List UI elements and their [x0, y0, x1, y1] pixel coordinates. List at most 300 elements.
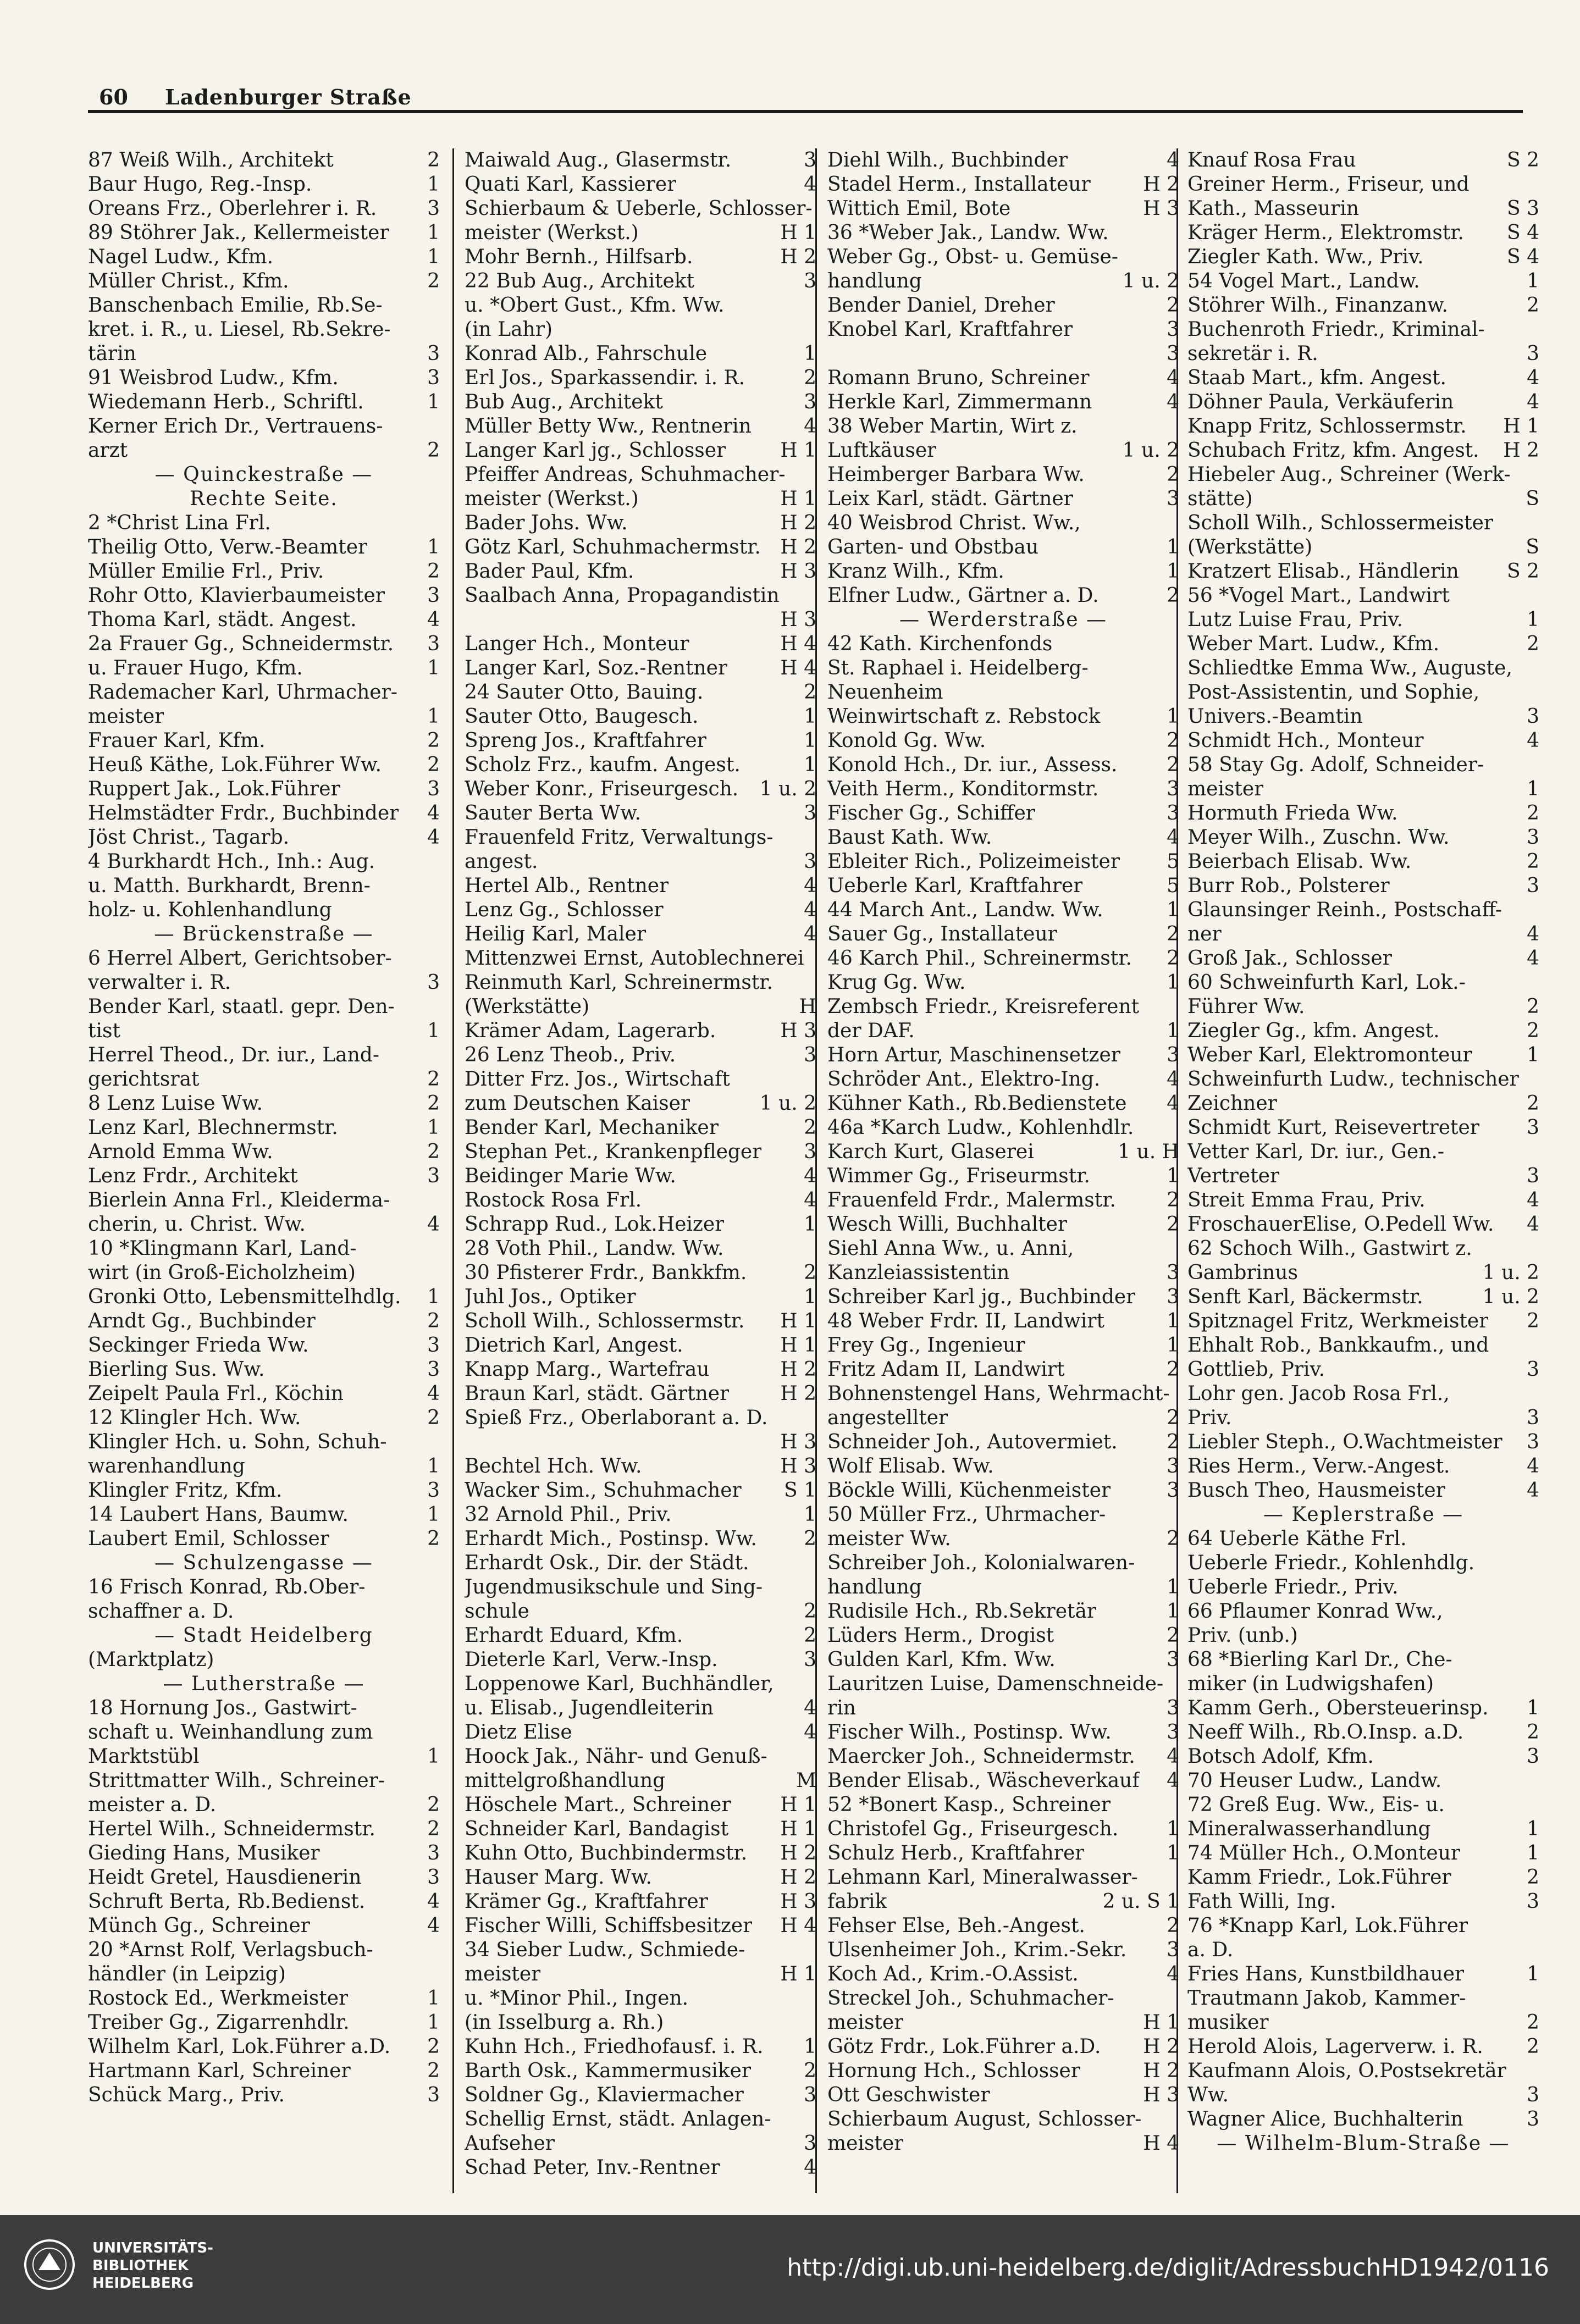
entry-text: Hoock Jak., Nähr- und Genuß-: [465, 1745, 767, 1768]
entry-text: Gulden Karl, Kfm. Ww.: [827, 1648, 1056, 1671]
floor-number: 4: [1167, 1769, 1179, 1792]
entry-text: Gottlieb, Priv.: [1187, 1358, 1325, 1381]
entry-text: Götz Frdr., Lok.Führer a.D.: [827, 2035, 1101, 2058]
entry-text: Münch Gg., Schreiner: [88, 1914, 310, 1937]
directory-line: [88, 269, 440, 294]
entry-text: Schreiber Joh., Kolonialwaren-: [827, 1552, 1135, 1574]
directory-line: [1187, 1382, 1539, 1406]
directory-line: [827, 1454, 1179, 1479]
entry-text: Elfner Ludw., Gärtner a. D.: [827, 584, 1099, 607]
directory-line: [465, 1696, 816, 1720]
floor-number: 2: [1527, 995, 1539, 1018]
directory-line: [827, 1382, 1179, 1406]
entry-text: Frauer Karl, Kfm.: [88, 729, 266, 752]
directory-line: [1187, 173, 1539, 197]
directory-line: [465, 1261, 816, 1285]
directory-line: [88, 221, 440, 245]
floor-number: S: [1526, 536, 1539, 558]
library-line: UNIVERSITÄTS-: [92, 2240, 213, 2256]
entry-text: 50 Müller Frz., Uhrmacher-: [827, 1503, 1106, 1526]
directory-line: [827, 1648, 1179, 1672]
directory-line: [1187, 584, 1539, 608]
entry-text: tist: [88, 1020, 120, 1042]
directory-line: [827, 1769, 1179, 1793]
directory-line: [827, 1551, 1179, 1575]
directory-line: [465, 1430, 816, 1454]
directory-line: [465, 511, 816, 535]
directory-line: [1187, 511, 1539, 535]
directory-line: [1187, 439, 1539, 463]
directory-line: [827, 777, 1179, 801]
directory-line: [465, 318, 816, 342]
entry-text: 32 Arnold Phil., Priv.: [465, 1503, 672, 1526]
directory-line: [88, 245, 440, 269]
floor-number: 1 u. 2: [759, 1092, 816, 1115]
entry-text: Hertel Alb., Rentner: [465, 875, 669, 897]
entry-text: Führer Ww.: [1187, 995, 1305, 1018]
directory-line: [1187, 318, 1539, 342]
entry-text: 30 Pfisterer Frdr., Bankkfm.: [465, 1261, 747, 1284]
entry-text: Höschele Mart., Schreiner: [465, 1794, 731, 1816]
entry-text: Jugendmusikschule und Sing-: [465, 1576, 763, 1598]
entry-text: Stephan Pet., Krankenpfleger: [465, 1141, 762, 1163]
page-number: 60: [99, 85, 128, 109]
floor-number: 1: [1527, 1818, 1539, 1840]
entry-text: Schröder Ant., Elektro-Ing.: [827, 1068, 1101, 1091]
entry-text: 16 Frisch Konrad, Rb.Ober-: [88, 1576, 366, 1598]
entry-text: Theilig Otto, Verw.-Beamter: [88, 536, 368, 558]
entry-text: Streckel Joh., Schuhmacher-: [827, 1987, 1114, 2010]
entry-text: Pfeiffer Andreas, Schuhmacher-: [465, 463, 786, 486]
directory-line: [465, 1309, 816, 1333]
directory-line: [465, 148, 816, 173]
entry-text: Knapp Marg., Wartefrau: [465, 1358, 710, 1381]
entry-text: Stöhrer Wilh., Finanzanw.: [1187, 294, 1448, 317]
entry-text: Beidinger Marie Ww.: [465, 1165, 676, 1187]
directory-line: [465, 535, 816, 560]
directory-line: [1187, 1624, 1539, 1648]
floor-number: M: [796, 1769, 816, 1792]
directory-line: [88, 801, 440, 826]
floor-number: 1: [427, 2011, 440, 2034]
floor-number: 2: [804, 2060, 816, 2082]
directory-line: [1187, 656, 1539, 680]
directory-line: [465, 656, 816, 680]
floor-number: H 4: [780, 1914, 816, 1937]
floor-number: 4: [1527, 391, 1539, 413]
directory-line: [1187, 922, 1539, 947]
floor-number: 1: [804, 2035, 816, 2058]
entry-text: Ueberle Friedr., Priv.: [1187, 1576, 1399, 1598]
directory-line: [465, 1237, 816, 1261]
directory-line: [88, 1793, 440, 1817]
entry-text: Luftkäuser: [827, 439, 937, 462]
directory-line: [465, 1624, 816, 1648]
entry-text: 66 Pflaumer Konrad Ww.,: [1187, 1600, 1443, 1623]
entry-text: 46 Karch Phil., Schreinermstr.: [827, 947, 1132, 970]
entry-text: 44 March Ant., Landw. Ww.: [827, 899, 1103, 921]
directory-line: [465, 995, 816, 1019]
floor-number: H 1: [780, 1310, 816, 1332]
directory-line: [88, 535, 440, 560]
entry-text: miker (in Ludwigshafen): [1187, 1673, 1434, 1695]
entry-text: Siehl Anna Ww., u. Anni,: [827, 1237, 1074, 1260]
floor-number: 4: [804, 415, 816, 438]
floor-number: S: [1526, 488, 1539, 510]
entry-text: Rohr Otto, Klavierbaumeister: [88, 584, 385, 607]
floor-number: 1: [427, 1745, 440, 1768]
entry-text: Ehhalt Rob., Bankkaufm., und: [1187, 1334, 1489, 1357]
floor-number: 2: [427, 1818, 440, 1840]
directory-line: [1187, 1309, 1539, 1333]
entry-text: Gieding Hans, Musiker: [88, 1842, 320, 1864]
floor-number: 3: [1527, 1407, 1539, 1429]
entry-text: Kamm Friedr., Lok.Führer: [1187, 1866, 1451, 1889]
entry-text: 56 *Vogel Mart., Landwirt: [1187, 584, 1450, 607]
entry-text: Kanzleiassistentin: [827, 1261, 1010, 1284]
floor-number: 2: [1527, 1866, 1539, 1889]
directory-line: [827, 1527, 1179, 1551]
directory-line: [88, 2011, 440, 2035]
entry-text: u. *Minor Phil., Ingen.: [465, 1987, 689, 2010]
directory-line: [1187, 1769, 1539, 1793]
floor-number: 4: [804, 1721, 816, 1744]
floor-number: 4: [1167, 1745, 1179, 1768]
floor-number: 2: [804, 1261, 816, 1284]
entry-text: Veith Herm., Konditormstr.: [827, 778, 1099, 800]
directory-line: [827, 1237, 1179, 1261]
floor-number: 5: [1167, 850, 1179, 873]
entry-text: 22 Bub Aug., Architekt: [465, 270, 695, 292]
entry-text: — Lutherstraße —: [163, 1673, 365, 1695]
directory-line: [465, 2156, 816, 2180]
floor-number: 3: [1527, 705, 1539, 728]
entry-text: Schliedtke Emma Ww., Auguste,: [1187, 657, 1512, 679]
directory-line: [88, 1551, 440, 1575]
directory-line: [1187, 898, 1539, 922]
directory-line: [465, 2107, 816, 2132]
floor-number: 1: [804, 705, 816, 728]
entry-text: Arnold Emma Ww.: [88, 1141, 273, 1163]
entry-text: Langer Karl jg., Schlosser: [465, 439, 726, 462]
directory-line: [465, 947, 816, 971]
floor-number: H 1: [780, 1818, 816, 1840]
entry-text: Christofel Gg., Friseurgesch.: [827, 1818, 1119, 1840]
directory-line: [827, 705, 1179, 729]
directory-line: [465, 1962, 816, 1987]
directory-line: [1187, 342, 1539, 366]
floor-number: 2: [1527, 1092, 1539, 1115]
entry-text: zum Deutschen Kaiser: [465, 1092, 690, 1115]
directory-line: [465, 173, 816, 197]
directory-line: [88, 1914, 440, 1938]
floor-number: 3: [427, 2084, 440, 2106]
floor-number: 2: [427, 1310, 440, 1332]
entry-text: Schellig Ernst, städt. Anlagen-: [465, 2108, 771, 2131]
floor-number: 2: [1527, 1020, 1539, 1042]
directory-line: [1187, 1648, 1539, 1672]
entry-text: handlung: [827, 1576, 922, 1598]
entry-text: Zembsch Friedr., Kreisreferent: [827, 995, 1140, 1018]
directory-line: [827, 1067, 1179, 1092]
directory-line: [1187, 197, 1539, 221]
entry-text: Kath., Masseurin: [1187, 197, 1360, 220]
directory-line: [465, 1043, 816, 1067]
entry-text: meister (Werkst.): [465, 488, 639, 510]
floor-number: 3: [427, 584, 440, 607]
directory-line: [1187, 1914, 1539, 1938]
directory-line: [827, 439, 1179, 463]
floor-number: 2: [804, 681, 816, 704]
floor-number: 1: [1167, 1576, 1179, 1598]
directory-line: [465, 1745, 816, 1769]
entry-text: Weinwirtschaft z. Rebstock: [827, 705, 1101, 728]
directory-line: [1187, 2132, 1539, 2156]
directory-line: [1187, 632, 1539, 656]
directory-line: [88, 680, 440, 705]
directory-line: [1187, 245, 1539, 269]
floor-number: H 1: [780, 1794, 816, 1816]
floor-number: 1 u. 2: [1482, 1286, 1539, 1308]
floor-number: H 1: [1143, 2011, 1179, 2034]
entry-text: Fehser Else, Beh.-Angest.: [827, 1914, 1085, 1937]
floor-number: H 1: [780, 1334, 816, 1357]
directory-line: [1187, 1454, 1539, 1479]
entry-text: Ziegler Gg., kfm. Angest.: [1187, 1020, 1440, 1042]
directory-line: [827, 1213, 1179, 1237]
directory-line: [465, 390, 816, 414]
entry-text: Bender Elisab., Wäscheverkauf: [827, 1769, 1140, 1792]
entry-text: angest.: [465, 850, 538, 873]
entry-text: Knobel Karl, Kraftfahrer: [827, 318, 1073, 341]
entry-text: verwalter i. R.: [88, 971, 231, 994]
floor-number: 3: [1167, 1261, 1179, 1284]
floor-number: 3: [1527, 1431, 1539, 1453]
floor-number: 1: [427, 536, 440, 558]
directory-line: [1187, 221, 1539, 245]
floor-number: H 3: [780, 1020, 816, 1042]
entry-text: Schruft Berta, Rb.Bedienst.: [88, 1890, 366, 1913]
entry-text: Dieterle Karl, Verw.-Insp.: [465, 1648, 718, 1671]
floor-number: 3: [1167, 1286, 1179, 1308]
entry-text: 72 Greß Eug. Ww., Eis- u.: [1187, 1794, 1445, 1816]
directory-line: [465, 1987, 816, 2011]
directory-line: [88, 584, 440, 608]
floor-number: 2: [1167, 1431, 1179, 1453]
directory-line: [465, 463, 816, 487]
directory-line: [1187, 1600, 1539, 1624]
entry-text: Erl Jos., Sparkassendir. i. R.: [465, 367, 745, 389]
entry-text: Zeipelt Paula Frl., Köchin: [88, 1382, 344, 1405]
entry-text: Wagner Alice, Buchhalterin: [1187, 2108, 1463, 2131]
entry-text: gerichtsrat: [88, 1068, 200, 1091]
entry-text: Neuenheim: [827, 681, 943, 704]
entry-text: Helmstädter Frdr., Buchbinder: [88, 802, 399, 825]
floor-number: 3: [1527, 2084, 1539, 2106]
floor-number: H 1: [780, 222, 816, 244]
entry-text: Wilhelm Karl, Lok.Führer a.D.: [88, 2035, 391, 2058]
directory-line: [88, 1067, 440, 1092]
entry-text: Baust Kath. Ww.: [827, 826, 992, 849]
entry-text: Ziegler Kath. Ww., Priv.: [1187, 246, 1424, 268]
floor-number: 2: [804, 1528, 816, 1550]
entry-text: ner: [1187, 923, 1222, 945]
entry-text: u. *Obert Gust., Kfm. Ww.: [465, 294, 725, 317]
directory-line: [827, 1817, 1179, 1841]
floor-number: 3: [804, 149, 816, 171]
source-url-link[interactable]: http://digi.ub.uni-heidelberg.de/diglit/AdressbuchHD1942/0116: [787, 2254, 1549, 2282]
entry-text: Stadel Herm., Installateur: [827, 173, 1091, 196]
directory-line: [1187, 1043, 1539, 1067]
entry-text: Laubert Emil, Schlosser: [88, 1528, 330, 1550]
directory-line: [827, 1503, 1179, 1527]
floor-number: 4: [1527, 1455, 1539, 1478]
directory-line: [827, 1745, 1179, 1769]
floor-number: 3: [1167, 1721, 1179, 1744]
directory-line: [465, 1213, 816, 1237]
floor-number: 3: [427, 1334, 440, 1357]
entry-text: 68 *Bierling Karl Dr., Che-: [1187, 1648, 1452, 1671]
directory-line: [465, 1285, 816, 1309]
entry-text: Klingler Hch. u. Sohn, Schuh-: [88, 1431, 387, 1453]
floor-number: S 4: [1506, 246, 1539, 268]
directory-line: [827, 995, 1179, 1019]
entry-text: meister a. D.: [88, 1794, 217, 1816]
directory-line: [88, 463, 440, 487]
column-2: [465, 148, 816, 2193]
entry-text: Müller Christ., Kfm.: [88, 270, 289, 292]
directory-line: [88, 1140, 440, 1164]
entry-text: 91 Weisbrod Ludw., Kfm.: [88, 367, 339, 389]
directory-line: [827, 2011, 1179, 2035]
floor-number: 1: [1167, 536, 1179, 558]
directory-line: [1187, 1745, 1539, 1769]
directory-line: [827, 245, 1179, 269]
entry-text: Frauenfeld Frdr., Malermstr.: [827, 1189, 1116, 1211]
directory-line: [88, 922, 440, 947]
entry-text: Bierling Sus. Ww.: [88, 1358, 265, 1381]
entry-text: Krämer Gg., Kraftfahrer: [465, 1890, 708, 1913]
directory-line: [827, 221, 1179, 245]
entry-text: Jöst Christ., Tagarb.: [88, 826, 290, 849]
entry-text: Döhner Paula, Verkäuferin: [1187, 391, 1454, 413]
directory-line: [465, 874, 816, 898]
floor-number: 2: [1167, 294, 1179, 317]
directory-line: [88, 1479, 440, 1503]
entry-text: Langer Hch., Monteur: [465, 633, 689, 655]
floor-number: 2: [427, 1794, 440, 1816]
directory-line: [88, 850, 440, 874]
floor-number: 2: [1527, 1721, 1539, 1744]
entry-text: 89 Stöhrer Jak., Kellermeister: [88, 222, 389, 244]
directory-line: [465, 487, 816, 511]
entry-text: Zeichner: [1187, 1092, 1277, 1115]
entry-text: tärin: [88, 342, 136, 365]
floor-number: 3: [427, 1479, 440, 1502]
entry-text: Buchenroth Friedr., Kriminal-: [1187, 318, 1485, 341]
entry-text: arzt: [88, 439, 128, 462]
entry-text: Braun Karl, städt. Gärtner: [465, 1382, 730, 1405]
directory-line: [465, 269, 816, 294]
entry-text: Schweinfurth Ludw., technischer: [1187, 1068, 1519, 1091]
directory-line: [465, 898, 816, 922]
entry-text: Dietrich Karl, Angest.: [465, 1334, 683, 1357]
floor-number: 1: [1527, 778, 1539, 800]
directory-line: [827, 801, 1179, 826]
entry-text: Bierlein Anna Frl., Kleiderma-: [88, 1189, 390, 1211]
directory-line: [88, 560, 440, 584]
entry-text: Burr Rob., Polsterer: [1187, 875, 1390, 897]
entry-text: Langer Karl, Soz.-Rentner: [465, 657, 728, 679]
floor-number: S 1: [783, 1479, 816, 1502]
floor-number: H 1: [1503, 415, 1539, 438]
floor-number: H 2: [780, 536, 816, 558]
directory-line: [827, 1890, 1179, 1914]
entry-text: rin: [827, 1697, 856, 1719]
directory-line: [88, 1309, 440, 1333]
floor-number: 3: [427, 342, 440, 365]
directory-line: [88, 777, 440, 801]
directory-line: [827, 632, 1179, 656]
directory-line: [827, 922, 1179, 947]
floor-number: 4: [1167, 1068, 1179, 1091]
floor-number: 2: [1527, 2011, 1539, 2034]
entry-text: 2 *Christ Lina Frl.: [88, 512, 271, 534]
directory-line: [465, 245, 816, 269]
entry-text: Baur Hugo, Reg.-Insp.: [88, 173, 312, 196]
entry-text: Lauritzen Luise, Damenschneide-: [827, 1673, 1164, 1695]
directory-line: [1187, 1503, 1539, 1527]
floor-number: 3: [427, 1866, 440, 1889]
directory-line: [1187, 1067, 1539, 1092]
entry-text: 38 Weber Martin, Wirt z.: [827, 415, 1078, 438]
entry-text: Hornung Hch., Schlosser: [827, 2060, 1081, 2082]
entry-text: 10 *Klingmann Karl, Land-: [88, 1237, 357, 1260]
directory-line: [88, 1116, 440, 1140]
directory-line: [827, 1116, 1179, 1140]
directory-line: [827, 1164, 1179, 1188]
entry-text: 48 Weber Frdr. II, Landwirt: [827, 1310, 1104, 1332]
directory-line: [465, 197, 816, 221]
entry-text: Schneider Joh., Autovermiet.: [827, 1431, 1118, 1453]
floor-number: 3: [1527, 342, 1539, 365]
floor-number: 2: [804, 1624, 816, 1647]
directory-line: [88, 1527, 440, 1551]
directory-line: [88, 1430, 440, 1454]
directory-line: [465, 414, 816, 439]
entry-text: Diehl Wilh., Buchbinder: [827, 149, 1068, 171]
entry-text: Kuhn Hch., Friedhofausf. i. R.: [465, 2035, 764, 2058]
entry-text: der DAF.: [827, 1020, 915, 1042]
directory-line: [1187, 1358, 1539, 1382]
directory-line: [88, 1866, 440, 1890]
floor-number: 4: [804, 2156, 816, 2179]
directory-line: [465, 922, 816, 947]
floor-number: 2: [1167, 1407, 1179, 1429]
directory-line: [827, 1600, 1179, 1624]
floor-number: 2: [427, 1092, 440, 1115]
floor-number: 2: [427, 2060, 440, 2082]
entry-text: u. Matth. Burkhardt, Brenn-: [88, 875, 371, 897]
floor-number: 1: [427, 705, 440, 728]
directory-line: [88, 1333, 440, 1358]
entry-text: Dietz Elise: [465, 1721, 572, 1744]
floor-number: 4: [1527, 1479, 1539, 1502]
entry-text: Greiner Herm., Friseur, und: [1187, 173, 1469, 196]
entry-text: u. Frauer Hugo, Kfm.: [88, 657, 303, 679]
entry-text: Frauenfeld Fritz, Verwaltungs-: [465, 826, 774, 849]
entry-text: Treiber Gg., Zigarrenhdlr.: [88, 2011, 350, 2034]
